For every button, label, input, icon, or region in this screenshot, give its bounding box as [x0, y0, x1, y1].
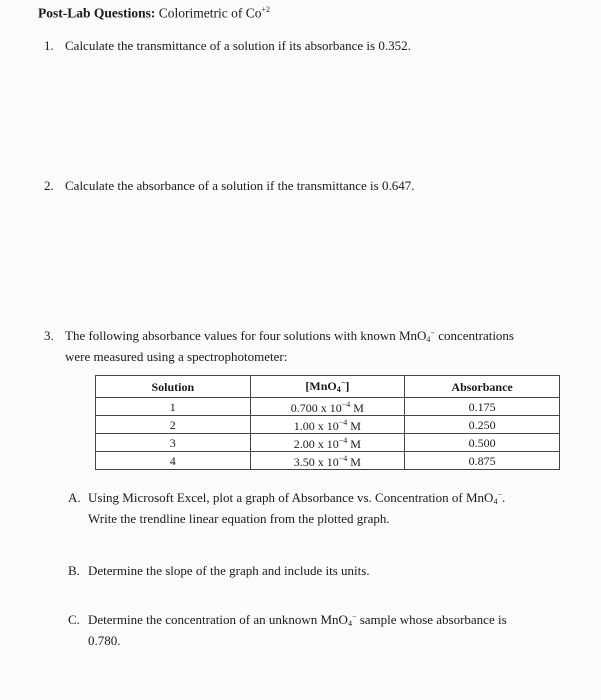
- cell-absorbance: 0.250: [405, 416, 560, 434]
- cell-absorbance: 0.500: [405, 434, 560, 452]
- page-title: Post-Lab Questions: Colorimetric of $Co^{+2}$: [38, 5, 271, 21]
- question-text: Calculate the transmittance of a solution if its absorbance is 0.352.: [65, 38, 411, 53]
- subquestion-text-line2: 0.780.: [88, 633, 121, 648]
- question-1: [44, 37, 411, 54]
- subquestion-c: C. Determine the concentration of an unknown MnO$_4$− sample whose absorbance is 0.780.: [68, 608, 558, 649]
- cell-concentration: 3.50 x $10^{-4}$ M: [250, 452, 405, 470]
- cell-solution: 4: [96, 452, 251, 470]
- table-row: [96, 398, 560, 416]
- question-number: 1.: [44, 38, 54, 53]
- header-concentration: [MnO$_4$−]: [250, 376, 405, 398]
- header-absorbance: Absorbance: [405, 376, 560, 398]
- subquestion-text-line2: Write the trendline linear equation from the plotted graph.: [88, 511, 390, 526]
- question-2: [44, 177, 414, 194]
- question-number: 2.: [44, 178, 54, 193]
- table-header-row: [96, 376, 560, 398]
- subquestion-b: [68, 562, 558, 579]
- table-row: [96, 416, 560, 434]
- subquestion-text: Determine the slope of the graph and include its units.: [88, 563, 370, 578]
- question-text-line2: were measured using a spectrophotometer:: [65, 349, 288, 364]
- cell-absorbance: 0.875: [405, 452, 560, 470]
- question-text: Calculate the absorbance of a solution if the transmittance is 0.647.: [65, 178, 415, 193]
- cell-solution: 3: [96, 434, 251, 452]
- table-row: [96, 452, 560, 470]
- subquestion-a: A. Using Microsoft Excel, plot a graph of Absorbance vs. Concentration of MnO$_4$−. Write the trendline linear equation from the plotted graph.: [68, 486, 558, 527]
- subquestion-label: B.: [68, 563, 80, 578]
- question-3: 3. The following absorbance values for four solutions with known MnO$_4$− concentrations were measured using a spectrophotometer:: [44, 324, 564, 365]
- cell-concentration: 1.00 x $10^{-4}$ M: [250, 416, 405, 434]
- question-number: 3.: [44, 328, 54, 343]
- table-row: [96, 434, 560, 452]
- cell-solution: 1: [96, 398, 251, 416]
- absorbance-table: [95, 375, 560, 470]
- cell-concentration: 0.700 x $10^{-4}$ M: [250, 398, 405, 416]
- subquestion-label: C.: [68, 612, 80, 627]
- subquestion-label: A.: [68, 490, 81, 505]
- header-solution: Solution: [96, 376, 251, 398]
- cell-absorbance: 0.175: [405, 398, 560, 416]
- cell-concentration: 2.00 x $10^{-4}$ M: [250, 434, 405, 452]
- cell-solution: 2: [96, 416, 251, 434]
